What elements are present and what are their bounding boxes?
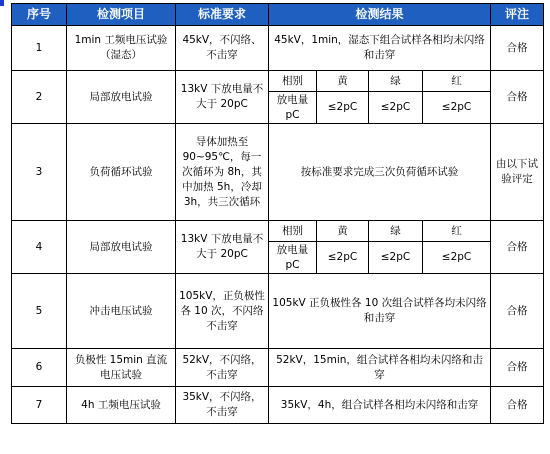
cell-phase-label: 相别 <box>269 221 317 242</box>
table-row <box>12 274 544 349</box>
table-row <box>12 124 544 221</box>
cell-phase-green: 绿 <box>369 71 423 92</box>
cell-note: 合格 <box>491 387 544 424</box>
cell-requirement: 35kV，不闪络，不击穿 <box>176 387 269 424</box>
cell-note: 合格 <box>491 349 544 387</box>
cell-note: 合格 <box>491 274 544 349</box>
header-requirement: 标准要求 <box>176 4 269 26</box>
cell-value-yellow: ≤2pC <box>317 92 369 124</box>
cell-no: 6 <box>12 349 67 387</box>
cell-no: 7 <box>12 387 67 424</box>
table-row <box>12 221 544 242</box>
cell-value-green: ≤2pC <box>369 92 423 124</box>
cell-value-green: ≤2pC <box>369 242 423 274</box>
cell-requirement: 105kV，正负极性各 10 次，不闪络不击穿 <box>176 274 269 349</box>
cell-note: 由以下试验评定 <box>491 124 544 221</box>
cell-requirement: 52kV，不闪络，不击穿 <box>176 349 269 387</box>
table-row <box>12 387 544 424</box>
cell-value-red: ≤2pC <box>423 242 491 274</box>
header-row <box>12 4 544 26</box>
cell-requirement: 13kV 下放电量不大于 20pC <box>176 221 269 274</box>
header-result: 检测结果 <box>269 4 491 26</box>
cell-phase-red: 红 <box>423 221 491 242</box>
table-row <box>12 26 544 71</box>
cell-phase-red: 红 <box>423 71 491 92</box>
cell-item: 局部放电试验 <box>67 71 176 124</box>
cell-value-yellow: ≤2pC <box>317 242 369 274</box>
test-results-table <box>11 3 544 424</box>
cell-phase-yellow: 黄 <box>317 71 369 92</box>
cell-result: 35kV，4h，组合试样各相均未闪络和击穿 <box>269 387 491 424</box>
cell-requirement: 13kV 下放电量不大于 20pC <box>176 71 269 124</box>
cell-note: 合格 <box>491 26 544 71</box>
header-no: 序号 <box>12 4 67 26</box>
cell-result: 52kV，15min，组合试样各相均未闪络和击穿 <box>269 349 491 387</box>
cell-no: 4 <box>12 221 67 274</box>
cell-phase-green: 绿 <box>369 221 423 242</box>
cell-result: 105kV 正负极性各 10 次组合试样各均未闪络和击穿 <box>269 274 491 349</box>
table-row <box>12 71 544 92</box>
header-item: 检测项目 <box>67 4 176 26</box>
cell-no: 1 <box>12 26 67 71</box>
cell-item: 冲击电压试验 <box>67 274 176 349</box>
cell-requirement: 导体加热至 90~95℃，每一次循环为 8h，其中加热 5h，冷却 3h，共三次循环 <box>176 124 269 221</box>
header-note: 评注 <box>491 4 544 26</box>
cell-result: 按标准要求完成三次负荷循环试验 <box>269 124 491 221</box>
cell-item: 局部放电试验 <box>67 221 176 274</box>
cell-note: 合格 <box>491 221 544 274</box>
cell-item: 负极性 15min 直流电压试验 <box>67 349 176 387</box>
cell-note: 合格 <box>491 71 544 124</box>
cell-phase-yellow: 黄 <box>317 221 369 242</box>
table-row <box>12 349 544 387</box>
cell-requirement: 45kV，不闪络、不击穿 <box>176 26 269 71</box>
cell-discharge-label: 放电量 pC <box>269 92 317 124</box>
cell-item: 负荷循环试验 <box>67 124 176 221</box>
cell-item: 1min 工频电压试验（湿态） <box>67 26 176 71</box>
cell-no: 2 <box>12 71 67 124</box>
cell-result: 45kV，1min，湿态下组合试样各相均未闪络和击穿 <box>269 26 491 71</box>
cell-value-red: ≤2pC <box>423 92 491 124</box>
corner-mark <box>0 0 4 6</box>
cell-item: 4h 工频电压试验 <box>67 387 176 424</box>
cell-no: 3 <box>12 124 67 221</box>
cell-phase-label: 相别 <box>269 71 317 92</box>
cell-discharge-label: 放电量 pC <box>269 242 317 274</box>
cell-no: 5 <box>12 274 67 349</box>
